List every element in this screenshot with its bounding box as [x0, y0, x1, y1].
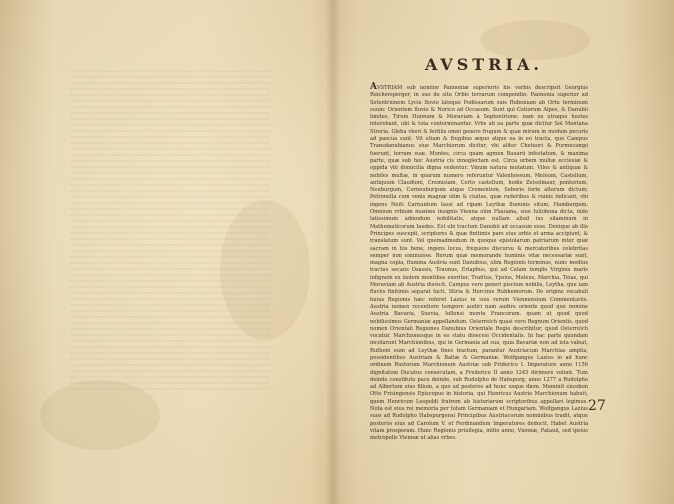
paper-stain [480, 20, 590, 60]
body-paragraph: VSTRIAM sub nomine Pannoniæ superioris his verbis descripsit Georgius Reichersperger, in suo de situ Orbis terrarum compendio: Pannonia superior ad Setentrionem Lycie fluvio lateque Podlesarum suis Ruboniam ab Ortu terminum suum: Orientem fluvio & Norico ad Occasum. Sunt qui Cetiorum Alpes, & Danubii limites, Tirum Hunnum & Moraviam à Septentrione: nam ex utraque hostes interebant, ubi & tota conterminantur. Vrbs ab ea parte quæ dicitur Sol Montana Streria. Gleba vberi & fertilis omni genere frugum & quæ mirum in modum pecoris ad pascua sunt. Vit etiam & frugibus æquo atque ea in eo tracta, quo Campus Transdanubianus siue Marchiorum dicitur, vbi aliter Chetuori & Purmecampi fuerunt, terram suæ. Montes, circa quam agmen Bauarii infestatum, & maxima parte, quæ sub hoc Austria cis inneglectam est. Circa urbem multæ ecclesiæ & oppida vbi domicilia digna vedentur. Vinum natura mutatum. Viles & antiquæ & nobiles multæ, in quarum numero referuntur Valenhossum, Meleum, Castellum, antiquum Claudioni, Cremisiam, Certo castellum, hodie Zeiselmaur, pontorium, Neuburgum, Corneuburgum atque Crementum, Seborio forte alterum dictum; Petronella cum venis magnæ olim & ciuitas, quæ ruderibus & ruinis indicant, vbi ingens Neiti Carnuntum Iassi ad ripam Leythæ fluminis situm, Hamburgum. Omnium vrbium maxime insignis Vienna olim Flauiana, siue Iuliobona dicta, nido latissimum admodum nobilitatis, atque nullam aliud ius silaminum in Mathematicorum Iaudes. Est ubi tractum Danubii ad occasum esse. Denique ab illo Principes suscepti, scriptores & quæ finitimis pars eius orbis et arma accipiunt, & translatum sunt. Vel quemadmodum in quoque epistolarum patriarum inter quæ sacram in his bene, ingens locus, frequens discursu & mercatoribus celebritas semper non eminuisse. Rerum quæ memorande huminis vitæ necessariæ sunt, magna copia, flumina Austria sunt Danubius, olim Regionis terminus, nunc medius tractus secans Osassis, Traunus, Erlaphus, qui ad Celam templo Virginis maris infignem ex iisdem montibus exoritur, Trafitus, Ypsius, Meleus, Marchia, Teias, qui Moraviam ab Austria dissicit. Campus vero generi piscium nobilis, Leytha, que iam fluviis finitimis separat facti, Stiria & Hercinie Rubhemorum. De origine vocabuli huius Regionis hæc referet Lazius in suis rerum Viennensium Commentariis. Austria nomen recentiore tempore audiri nam audire oriente quod que nomine Austria Bavaria, Suevia, Iollensi monte Francorum. quam ut quod quod nobilissimos Germaniæ appellandum. Osterreich quasi vero Regnum Orientis, quod nomen Orientali Regiones Danubius Orientale Regio describitur, quod Osterreich vocatur. Marchionesque in eo statu dioecesi Occidentalis. In hac parte quondam incolarunt Marchionibus, qui in Germania ad sua, quia Bavariæ non ad ista valeat, Rutheni eum ad Leythæ fines tractum, parantur Austriacum Marchias amplia, possidentibus Austriam & Baltæ & Germaniæ. Wolfgangus Lazius in ad hunc ordinem Rustorum Marchionum Austriæ sub Friderico I. Imperatore anno 1156 dignitatem Ducatus consecutam, a Frederico II anno 1245 dirimere volunt. Tum deinde constituto pace deinde, sub Rudolpho de Habspurg, anno 1277 a Rudolpho ad Albertum eius filium, a quo ad posteros ad hunc usque diem. Meminit eiusdem Otto Frisingensis Episcopus in historia, qui Henricus Austrie Marchionum habuit, quem Henricum Leopoldi fratrem ab historiarum scriptoribus appellari legimus. Nota est eius rei memoria per totam Germaniam et Hungariam. Wolfgangus Lazius suos ad Rudolpho Habspurgensi Principibus Austriacorum nominibus tradit, atque posteros eius ad Carolum V. et Ferdinandum Imperatores deducit, Habet Austria vitam prosperam. Hunc Regionis priuilegia, initio anno, Viennæ, Patauii, sed ipsius metropolis Viennæ ut alias vrbes. [370, 85, 588, 442]
drop-cap: A [370, 82, 377, 92]
body-text [370, 82, 588, 442]
page-gutter [326, 0, 340, 504]
page-title: AVSTRIA. [425, 55, 543, 74]
paper-stain [40, 380, 160, 450]
paper-stain [220, 200, 310, 340]
page-number: 27 [588, 398, 606, 414]
